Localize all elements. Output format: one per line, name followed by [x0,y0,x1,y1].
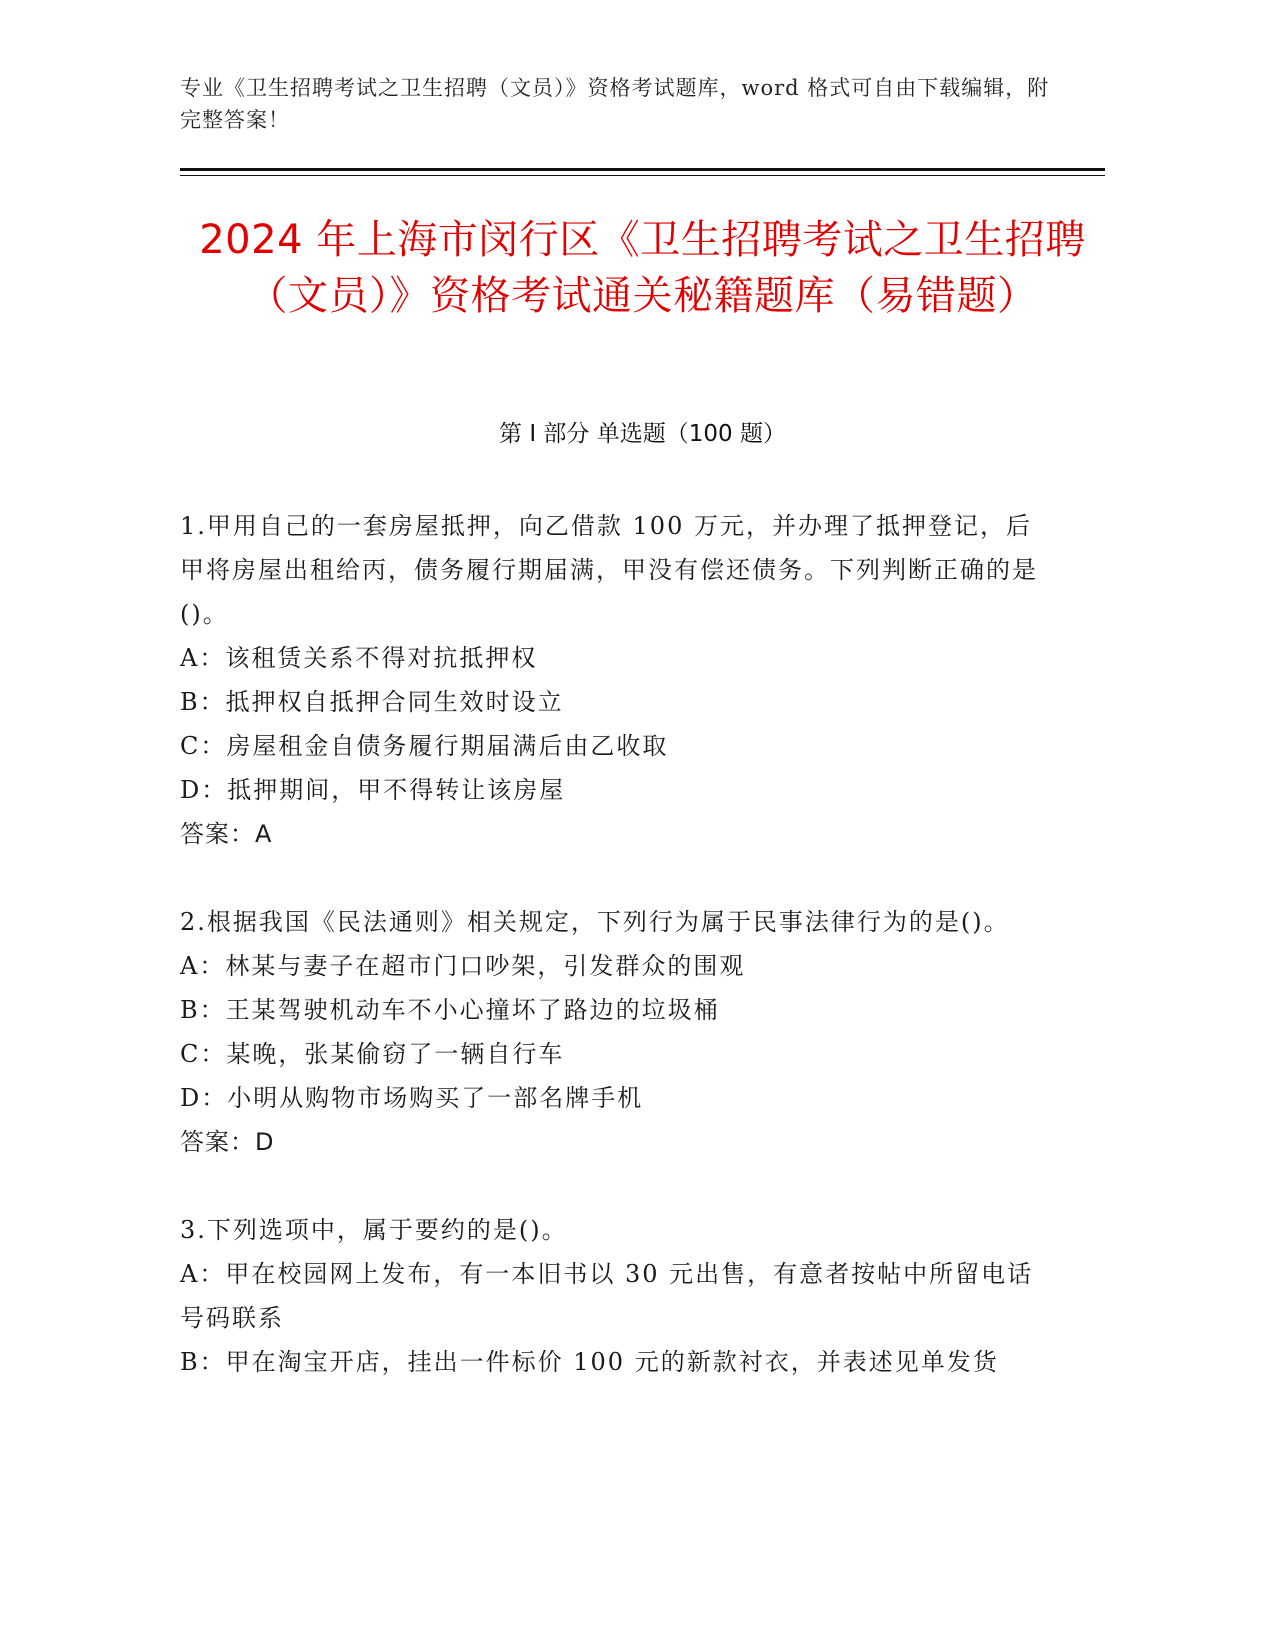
question-3 [180,1208,1040,1384]
question-2 [180,900,1040,1164]
section-title: 第 I 部分 单选题（100 题） [499,421,786,447]
header-rule-thin [180,175,1105,176]
answer-line: 答案：A [180,820,273,848]
option-d: D：小明从购物市场购买了一部名牌手机 [180,1084,644,1112]
question-stem: 3.下列选项中，属于要约的是()。 [180,1216,568,1244]
option-d: D：抵押期间，甲不得转让该房屋 [180,776,566,804]
option-a: A：该租赁关系不得对抗抵押权 [180,644,538,672]
document-title: 2024 年上海市闵行区《卫生招聘考试之卫生招聘（文员）》资格考试通关秘籍题库（易错题） [199,217,1086,319]
option-b: B：甲在淘宝开店，挂出一件标价 100 元的新款衬衣，并表述见单发货 [180,1348,999,1376]
option-b: B：王某驾驶机动车不小心撞坏了路边的垃圾桶 [180,996,720,1024]
header-rule-thick [180,168,1105,171]
question-stem: 1.甲用自己的一套房屋抵押，向乙借款 100 万元，并办理了抵押登记，后甲将房屋出租给丙，债务履行期届满，甲没有偿还债务。下列判断正确的是()。 [180,512,1038,628]
option-c: C：房屋租金自债务履行期届满后由乙收取 [180,732,669,760]
option-a: A：甲在校园网上发布，有一本旧书以 30 元出售，有意者按帖中所留电话号码联系 [180,1260,1034,1332]
question-1 [180,504,1040,856]
question-list [180,504,1040,1428]
header-note: 专业《卫生招聘考试之卫生招聘（文员）》资格考试题库，word 格式可自由下载编辑，附完整答案！ [180,76,1050,132]
option-b: B：抵押权自抵押合同生效时设立 [180,688,564,716]
question-stem: 2.根据我国《民法通则》相关规定，下列行为属于民事法律行为的是()。 [180,908,1010,936]
option-c: C：某晚，张某偷窃了一辆自行车 [180,1040,565,1068]
answer-line: 答案：D [180,1128,275,1156]
option-a: A：林某与妻子在超市门口吵架，引发群众的围观 [180,952,746,980]
